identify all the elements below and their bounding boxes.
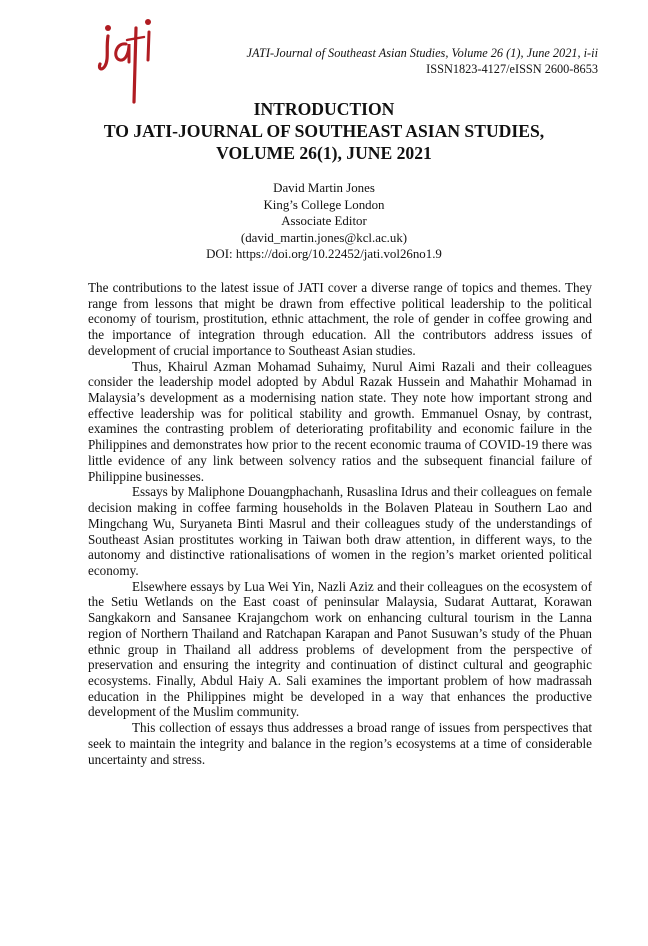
author-block <box>0 180 648 263</box>
article-body <box>88 280 592 767</box>
author-affiliation: King’s College London <box>263 197 385 212</box>
paragraph: Thus, Khairul Azman Mohamad Suhaimy, Nurul Aimi Razali and their colleagues consider the leadership model adopted by Abdul Razak Hussein and Mahathir Mohamad in Malaysia’s development as a modernising nation state. They note how important strong and effective leadership was for political stability and growth. Emmanuel Osnay, by contrast, examines the contrasting problem of deteriorating profitability and economic failure in the Philippines and demonstrates how prior to the recent economic trauma of COVID-19 there was little evidence of any link between solvency ratios and the subsequent financial failure of Philippine businesses. <box>88 358 592 484</box>
jati-logo-mark <box>96 14 162 106</box>
article-title <box>0 98 648 164</box>
author-email-link[interactable]: (david_martin.jones@kcl.ac.uk) <box>240 230 408 245</box>
journal-logo <box>96 14 162 106</box>
paragraph: This collection of essays thus addresses a broad range of issues from perspectives that seek to maintain the integrity and balance in the region’s ecosystems at a time of considerable uncertainty and stress. <box>88 720 592 767</box>
running-header <box>247 45 598 77</box>
paragraph: The contributions to the latest issue of JATI cover a diverse range of topics and themes. They range from lessons that might be drawn from effective political leadership to the political economy of tourism, prostitution, ethnic attachment, the role of gender in coffee growing and the importance of integration through education. All the contributors address issues of development of crucial importance to Southeast Asian studies. <box>88 280 592 358</box>
journal-citation: JATI-Journal of Southeast Asian Studies, Volume 26 (1), June 2021, i-ii <box>246 46 598 60</box>
doi-link[interactable]: DOI: https://doi.org/10.22452/jati.vol26no1.9 <box>206 247 442 261</box>
paragraph: Elsewhere essays by Lua Wei Yin, Nazli Aziz and their colleagues on the ecosystem of the Setiu Wetlands on the East coast of peninsular Malaysia, Sudarat Auttarat, Korawan Sangkakorn and Sansanee Krajangchom work on enhancing cultural tourism in the Lanna region of Northern Thailand and Ratchapan Karapan and Panot Susuwan’s study of the Phuan ethnic group in Thailand all address problems of development from the perspective of preservation and ensuring the integrity and continuation of distinct cultural and geographic ecosystems. Finally, Abdul Haiy A. Sali examines the important problem of how madrassah education in the Philippines might be developed in a way that enhances the productive development of the Muslim community. <box>88 578 592 720</box>
issn-line: ISSN1823-4127/eISSN 2600-8653 <box>426 62 598 76</box>
author-name: David Martin Jones <box>273 181 375 195</box>
title-line-1: INTRODUCTION <box>253 99 395 119</box>
title-line-2: TO JATI-JOURNAL OF SOUTHEAST ASIAN STUDIES, <box>103 121 545 141</box>
author-role: Associate Editor <box>281 214 367 228</box>
title-line-3: VOLUME 26(1), JUNE 2021 <box>216 143 432 163</box>
paragraph: Essays by Maliphone Douangphachanh, Rusaslina Idrus and their colleagues on female decision making in coffee farming households in the Bolaven Plateau in Southern Lao and Mingchang Wu, Suryaneta Binti Masrul and their colleagues study of the understandings of Southeast Asian prostitutes working in Taiwan both draw attention, in different ways, to the autonomy and distinctive rationalisations of women in the region’s market oriented political economy. <box>88 484 592 578</box>
